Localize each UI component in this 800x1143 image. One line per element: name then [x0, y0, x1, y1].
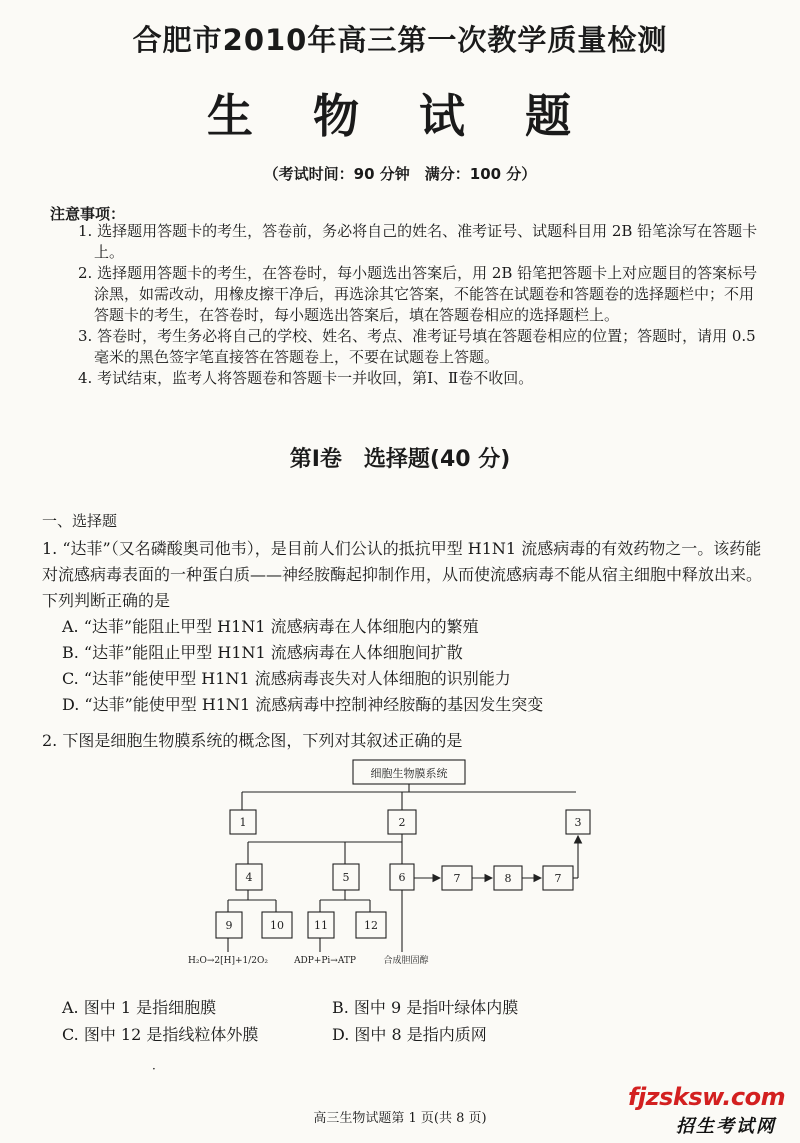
- subject-title: 生 物 试 题: [206, 89, 594, 143]
- watermark-site: [628, 1083, 785, 1111]
- watermark-cn: 招生考试网: [676, 1116, 776, 1137]
- part-label: 一、选择题: [42, 512, 118, 530]
- question-1-option-c: C. “达菲”能使甲型 H1N1 流感病毒丧失对人体细胞的识别能力: [62, 669, 511, 688]
- question-1-option-a: A. “达菲”能阻止甲型 H1N1 流感病毒在人体细胞内的繁殖: [62, 617, 479, 636]
- node-6: 6: [398, 871, 406, 884]
- exam-header-title: 合肥市2010年高三第一次教学质量检测: [132, 23, 668, 57]
- notice-item: 2. 选择题用答题卡的考生，在答卷时，每小题选出答案后，用 2B 铅笔把答题卡上对应题目的答案标号涂黑，如需改动，用橡皮擦干净后，再选涂其它答案，不能答在试题卷和答题卷的选择题栏中；不用答题卡的考生，在答卷时，每小题选出答案后，填在答题卷相应的选择题栏上。: [78, 264, 758, 324]
- node-12: 12: [364, 919, 378, 932]
- node-9: 9: [225, 919, 233, 932]
- membrane-concept-diagram: [170, 758, 630, 973]
- node-1: 1: [239, 816, 247, 829]
- question-2-option-a: A. 图中 1 是指细胞膜: [62, 998, 217, 1017]
- question-2-option-b: B. 图中 9 是指叶绿体内膜: [332, 998, 519, 1017]
- node-7a: 7: [453, 872, 461, 885]
- notice-item: 4. 考试结束，监考人将答题卷和答题卡一并收回，第Ⅰ、Ⅱ卷不收回。: [78, 369, 534, 387]
- question-2-option-d: D. 图中 8 是指内质网: [332, 1025, 487, 1044]
- notice-list: [78, 221, 758, 389]
- node-10: 10: [270, 919, 284, 932]
- notice-item: 3. 答卷时，考生务必将自己的学校、姓名、考点、准考证号填在答题卷相应的位置；答题时，请用 0.5 毫米的黑色签字笔直接答在答题卷上，不要在试题卷上答题。: [78, 327, 756, 366]
- stray-dot: ·: [152, 1062, 156, 1076]
- node-5: 5: [342, 871, 350, 884]
- question-1: [42, 536, 762, 718]
- node-7b: 7: [554, 872, 562, 885]
- question-1-stem: 1. “达菲”（又名磷酸奥司他韦），是目前人们公认的抵抗甲型 H1N1 流感病毒的有效药物之一。该药能对流感病毒表面的一种蛋白质——神经胺酶起抑制作用，从而使流感病毒不能从宿主细胞中释放出来。下列判断正确的是: [42, 539, 763, 610]
- node-4: 4: [245, 871, 253, 884]
- notice-heading: 注意事项：: [50, 205, 126, 223]
- question-2-options: [62, 994, 742, 1048]
- root-label: 细胞生物膜系统: [370, 767, 448, 780]
- node-2: 2: [398, 816, 406, 829]
- section-title: 第Ⅰ卷 选择题(40 分): [289, 447, 511, 472]
- node-11: 11: [314, 919, 328, 932]
- question-1-option-b: B. “达菲”能阻止甲型 H1N1 流感病毒在人体细胞间扩散: [62, 643, 463, 662]
- reaction-label-atp: ADP+Pi→ATP: [294, 956, 356, 966]
- page-footer: 高三生物试题第 1 页(共 8 页): [313, 1111, 487, 1126]
- node-8: 8: [504, 872, 512, 885]
- notice-item: 1. 选择题用答题卡的考生，答卷前，务必将自己的姓名、准考证号、试题科目用 2B 铅笔涂写在答题卡上。: [78, 222, 758, 261]
- reaction-label-cholesterol: 合成胆固醇: [383, 956, 429, 966]
- watermark-site-text: fjzsksw.com: [628, 1083, 786, 1111]
- question-2-option-c: C. 图中 12 是指线粒体外膜: [62, 1025, 259, 1044]
- question-2-stem: 2. 下图是细胞生物膜系统的概念图，下列对其叙述正确的是: [42, 731, 463, 750]
- reaction-label-water: H₂O→2[H]+1/2O₂: [188, 956, 268, 966]
- node-3: 3: [574, 816, 582, 829]
- exam-info: （考试时间：90 分钟 满分：100 分）: [263, 165, 537, 183]
- question-1-option-d: D. “达菲”能使甲型 H1N1 流感病毒中控制神经胺酶的基因发生突变: [62, 695, 544, 714]
